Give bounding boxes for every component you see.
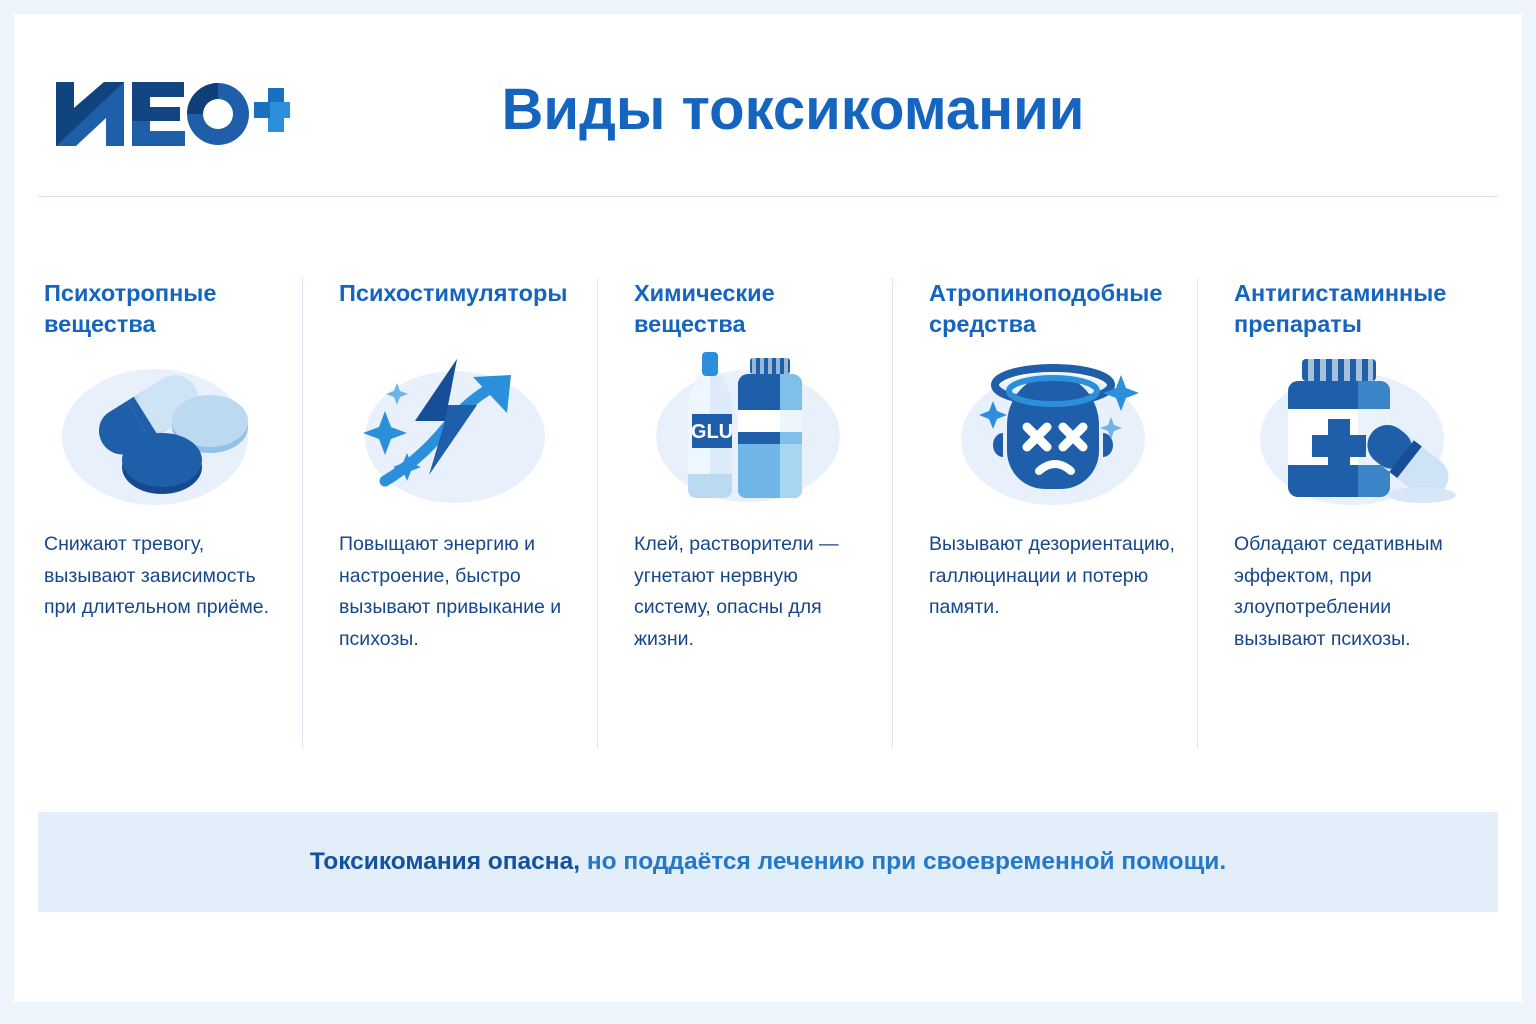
category-icon-wrap [634,344,870,529]
glue-label: GLU [690,421,734,443]
category-icon-wrap [1234,344,1480,529]
lightning-bolt-arrow-icon [345,349,575,524]
category-description: Обладают седативным эффектом, при злоупотреблении вызывают психозы. [1234,533,1443,650]
category-title: Химические вещества [634,280,775,338]
dizzy-head-icon [935,347,1175,527]
footer-banner [38,812,1498,912]
category-column [38,278,302,748]
category-column [302,278,597,748]
glue-bottle-solvent-icon [640,344,870,529]
category-column [597,278,892,748]
category-title: Психотропные вещества [44,280,217,338]
category-title: Психостимуляторы [339,280,568,306]
category-column [1197,278,1502,748]
right-strip [1522,0,1536,1024]
category-title: Антигистаминные препараты [1234,280,1447,338]
category-columns [38,278,1498,748]
category-description: Повыщают энергию и настроение, быстро вызывают привыкание и психозы. [339,533,562,650]
category-title: Атропиноподобные средства [929,280,1163,338]
left-strip [0,0,14,1024]
medicine-bottle-capsule-icon [1240,347,1480,527]
bottom-strip [0,1002,1536,1024]
pills-capsule-icon [50,349,280,524]
category-description: Клей, растворители — угнетают нервную систему, опасны для жизни. [634,533,839,650]
category-icon-wrap [44,344,280,529]
top-strip [0,0,1536,14]
banner-bold-text: Токсикомания опасна, [309,848,581,875]
category-icon-wrap [929,344,1175,529]
header [40,50,1496,170]
header-divider [38,196,1498,197]
banner-rest-text: но поддаётся лечению при своевременной помощи. [580,848,1227,875]
brand-logo [50,74,290,146]
category-description: Снижают тревогу, вызывают зависимость при длительном приёме. [44,533,270,619]
banner-text [310,848,1226,876]
category-icon-wrap [339,344,575,529]
category-column [892,278,1197,748]
page-title: Виды токсикомании [501,76,1085,142]
category-description: Вызывают дезориентацию, галлюцинации и потерю памяти. [929,533,1175,619]
